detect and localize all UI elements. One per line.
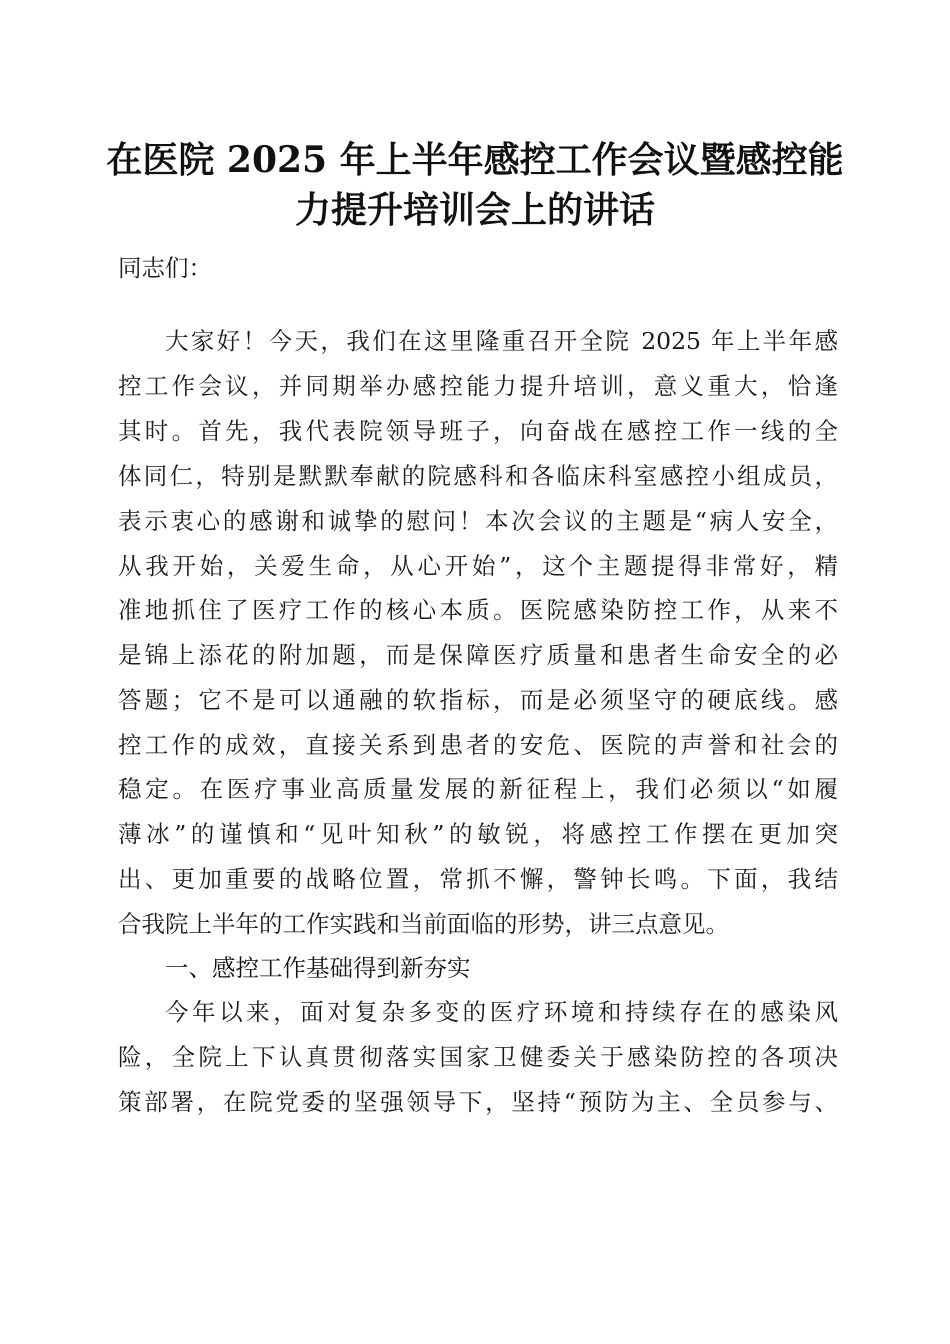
paragraph-line: 其时。首先，我代表院领导班子，向奋战在感控工作一线的全 [118, 417, 838, 445]
paragraph-line: 表示衷心的感谢和诚挚的慰问！本次会议的主题是“病人安全， [118, 507, 838, 535]
paragraph-line: 控工作会议，并同期举办感控能力提升培训，意义重大，恰逢 [118, 372, 838, 400]
paragraph-line: 今年以来，面对复杂多变的医疗环境和持续存在的感染风 [165, 998, 838, 1026]
salutation: 同志们： [118, 254, 212, 282]
paragraph-line: 险，全院上下认真贯彻落实国家卫健委关于感染防控的各项决 [118, 1043, 838, 1071]
section-heading: 一、感控工作基础得到新夯实 [165, 954, 471, 982]
document-title-line-1: 在医院 2025 年上半年感控工作会议暨感控能 [106, 139, 844, 181]
document-title-line-2: 力提升培训会上的讲话 [294, 189, 655, 231]
paragraph-line: 准地抓住了医疗工作的核心本质。医院感染防控工作，从来不 [118, 596, 838, 624]
paragraph-line: 稳定。在医疗事业高质量发展的新征程上，我们必须以“如履 [118, 775, 838, 803]
paragraph-line: 大家好！今天，我们在这里隆重召开全院 2025 年上半年感 [165, 327, 838, 355]
paragraph-line: 是锦上添花的附加题，而是保障医疗质量和患者生命安全的必 [118, 641, 838, 669]
paragraph-line: 从我开始，关爱生命，从心开始”，这个主题提得非常好，精 [118, 552, 838, 580]
paragraph-line: 合我院上半年的工作实践和当前面临的形势，讲三点意见。 [118, 910, 729, 938]
paragraph-line: 控工作的成效，直接关系到患者的安危、医院的声誉和社会的 [118, 731, 838, 759]
paragraph-line: 体同仁，特别是默默奉献的院感科和各临床科室感控小组成员， [118, 462, 838, 490]
paragraph-line: 薄冰”的谨慎和“见叶知秋”的敏锐，将感控工作摆在更加突 [118, 820, 838, 848]
paragraph-line: 策部署，在院党委的坚强领导下，坚持“预防为主、全员参与、 [118, 1088, 838, 1116]
paragraph-line: 答题；它不是可以通融的软指标，而是必须坚守的硬底线。感 [118, 686, 838, 714]
paragraph-line: 出、更加重要的战略位置，常抓不懈，警钟长鸣。下面，我结 [118, 865, 838, 893]
